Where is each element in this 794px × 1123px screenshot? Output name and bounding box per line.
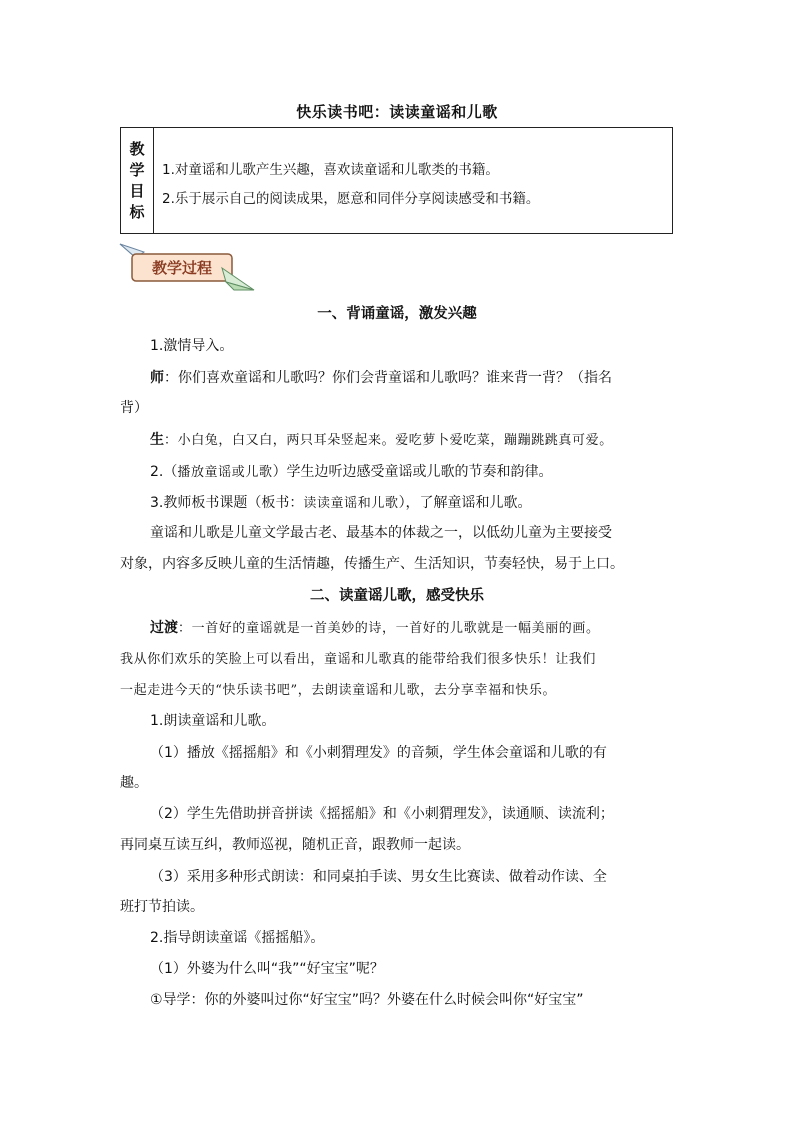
- teacher-line: [150, 367, 612, 387]
- paper-plane-banner-icon: [118, 238, 258, 296]
- paragraph-cont: 再同桌互读互纠，教师巡视，随机正音，跟教师一起读。: [120, 837, 470, 853]
- student-line: [150, 429, 613, 449]
- paragraph: （1）播放《摇摇船》和《小刺猬理发》的音频，学生体会童谣和儿歌的有: [150, 745, 607, 761]
- goals-label-char: 学: [129, 160, 145, 179]
- transition-line: [150, 617, 600, 637]
- goals-label-char: 教: [129, 139, 145, 158]
- goal-item: 1.对童谣和儿歌产生兴趣，喜欢读童谣和儿歌类的书籍。: [162, 162, 499, 178]
- paragraph: [150, 492, 532, 512]
- paragraph: ①导学：你的外婆叫过你“好宝宝”吗？外婆在什么时候会叫你“好宝宝”: [150, 992, 584, 1008]
- paragraph: 1.激情导入。: [150, 338, 234, 354]
- paragraph-cont: 班打节拍读。: [120, 899, 204, 915]
- transition-text: ：一首好的童谣就是一首美妙的诗，一首好的儿歌就是一幅美丽的画。: [178, 621, 600, 636]
- transition-line-cont: 一起走进今天的“快乐读书吧”，去朗读童谣和儿歌，去分享幸福和快乐。: [120, 683, 557, 698]
- paragraph-cont: 趣。: [120, 775, 148, 791]
- text-run: 读读童谣和儿歌: [303, 496, 399, 511]
- transition-line-cont: 我从你们欢乐的笑脸上可以看出，童谣和儿歌真的能带给我们很多快乐！让我们: [120, 652, 597, 667]
- goals-list: [154, 128, 672, 233]
- paragraph: 童谣和儿歌是儿童文学最古老、最基本的体裁之一，以低幼儿童为主要接受: [150, 525, 612, 541]
- section-heading-1: 一、背诵童谣，激发兴趣: [317, 306, 477, 322]
- teacher-line-cont: 背）: [120, 400, 148, 416]
- paragraph: （1）外婆为什么叫“我”“好宝宝”呢？: [150, 961, 384, 977]
- text-run: 2.（: [150, 464, 178, 480]
- transition-label: 过渡: [150, 620, 178, 636]
- teacher-label: 师: [150, 370, 164, 386]
- goals-label: [121, 128, 154, 233]
- text-run: 3.教师板书课题（板书：: [150, 495, 304, 511]
- section-heading-2: 二、读童谣儿歌，感受快乐: [310, 588, 484, 604]
- teaching-goals-table: [120, 127, 673, 234]
- paragraph: （2）学生先借助拼音拼读《摇摇船》和《小刺猬理发》，读通顺、读流利；: [150, 806, 614, 822]
- text-run: 播放童谣或儿歌: [177, 465, 273, 480]
- paragraph-cont: 对象，内容多反映儿童的生活情趣，传播生产、生活知识，节奏轻快，易于上口。: [120, 556, 624, 572]
- page-title: 快乐读书吧：读读童谣和儿歌: [296, 103, 498, 121]
- paragraph: [150, 461, 553, 481]
- text-run: ），了解童谣和儿歌。: [398, 495, 532, 511]
- paragraph: 2.指导朗读童谣《摇摇船》。: [150, 930, 325, 946]
- student-text: ：小白兔，白又白，两只耳朵竖起来。爱吃萝卜爱吃菜，蹦蹦跳跳真可爱。: [164, 433, 613, 448]
- text-run: ）学生边听边感受童谣或儿歌的节奏和韵律。: [272, 464, 553, 480]
- banner-label: 教学过程: [151, 259, 213, 277]
- teacher-text: ：你们喜欢童谣和儿歌吗？你们会背童谣和儿歌吗？谁来背一背？（指名: [164, 370, 612, 386]
- paragraph: （3）采用多种形式朗读：和同桌拍手读、男女生比赛读、做着动作读、全: [150, 869, 607, 885]
- teaching-process-banner: [118, 238, 258, 296]
- paragraph: 1.朗读童谣和儿歌。: [150, 713, 276, 729]
- goals-label-char: 标: [129, 202, 145, 221]
- goal-item: 2.乐于展示自己的阅读成果，愿意和同伴分享阅读感受和书籍。: [162, 191, 540, 207]
- student-label: 生: [150, 432, 164, 448]
- goals-label-char: 目: [129, 181, 145, 200]
